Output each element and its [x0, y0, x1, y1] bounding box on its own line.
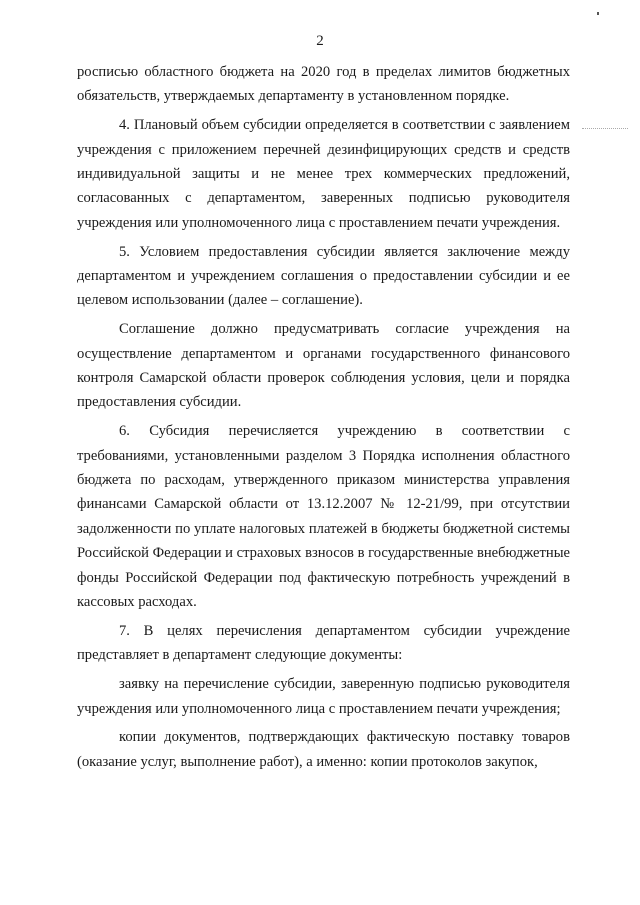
- paragraph-7: заявку на перечисление субсидии, заверенную подписью руководителя учреждения или уполномоченного лица с проставлением печати учреждения;: [77, 676, 570, 717]
- paragraph-6: 7. В целях перечисления департаментом субсидии учреждение представляет в департамент следующие документы:: [77, 622, 570, 664]
- page-number: 2: [316, 33, 324, 49]
- paragraph-5: 6. Субсидия перечисляется учреждению в соответствии с требованиями, установленными разделом 3 Порядка исполнения областного бюджета по расходам, утвержденного приказом министерства управления финансами Самарской области от 13.12.2007 № 12-21/99, при отсутствии задолженности по уплате налоговых платежей в бюджеты бюджетной системы Российской Федерации и страховых взносов в государственные внебюджетные фонды Российской Федерации под фактическую потребность учреждений в кассовых расходах.: [77, 423, 570, 611]
- paragraph-8: копии документов, подтверждающих фактическую поставку товаров (оказание услуг, выполнение работ), а именно: копии протоколов закупок,: [77, 729, 570, 770]
- paragraph-2: 4. Плановый объем субсидии определяется в соответствии с заявлением учреждения с приложением перечней дезинфицирующих средств и средств индивидуальной защиты и не менее трех коммерческих предложений, согласованных с департаментом, заверенных подписью руководителя учреждения или уполномоченного лица с проставлением печати учреждения.: [77, 117, 570, 231]
- scan-dotted-line: [582, 128, 628, 129]
- paragraph-4: Соглашение должно предусматривать согласие учреждения на осуществление департаментом и органами государственного финансового контроля Самарской области проверок соблюдения условия, цели и порядка предоставления субсидии.: [77, 321, 570, 411]
- document-body: [77, 60, 570, 779]
- paragraph-1: росписью областного бюджета на 2020 год в пределах лимитов бюджетных обязательств, утверждаемых департаменту в установленном порядке.: [77, 64, 570, 105]
- scan-speck: [597, 12, 599, 15]
- paragraph-3: 5. Условием предоставления субсидии является заключение между департаментом и учреждением соглашения о предоставлении субсидии и ее целевом использовании (далее – соглашение).: [77, 243, 570, 309]
